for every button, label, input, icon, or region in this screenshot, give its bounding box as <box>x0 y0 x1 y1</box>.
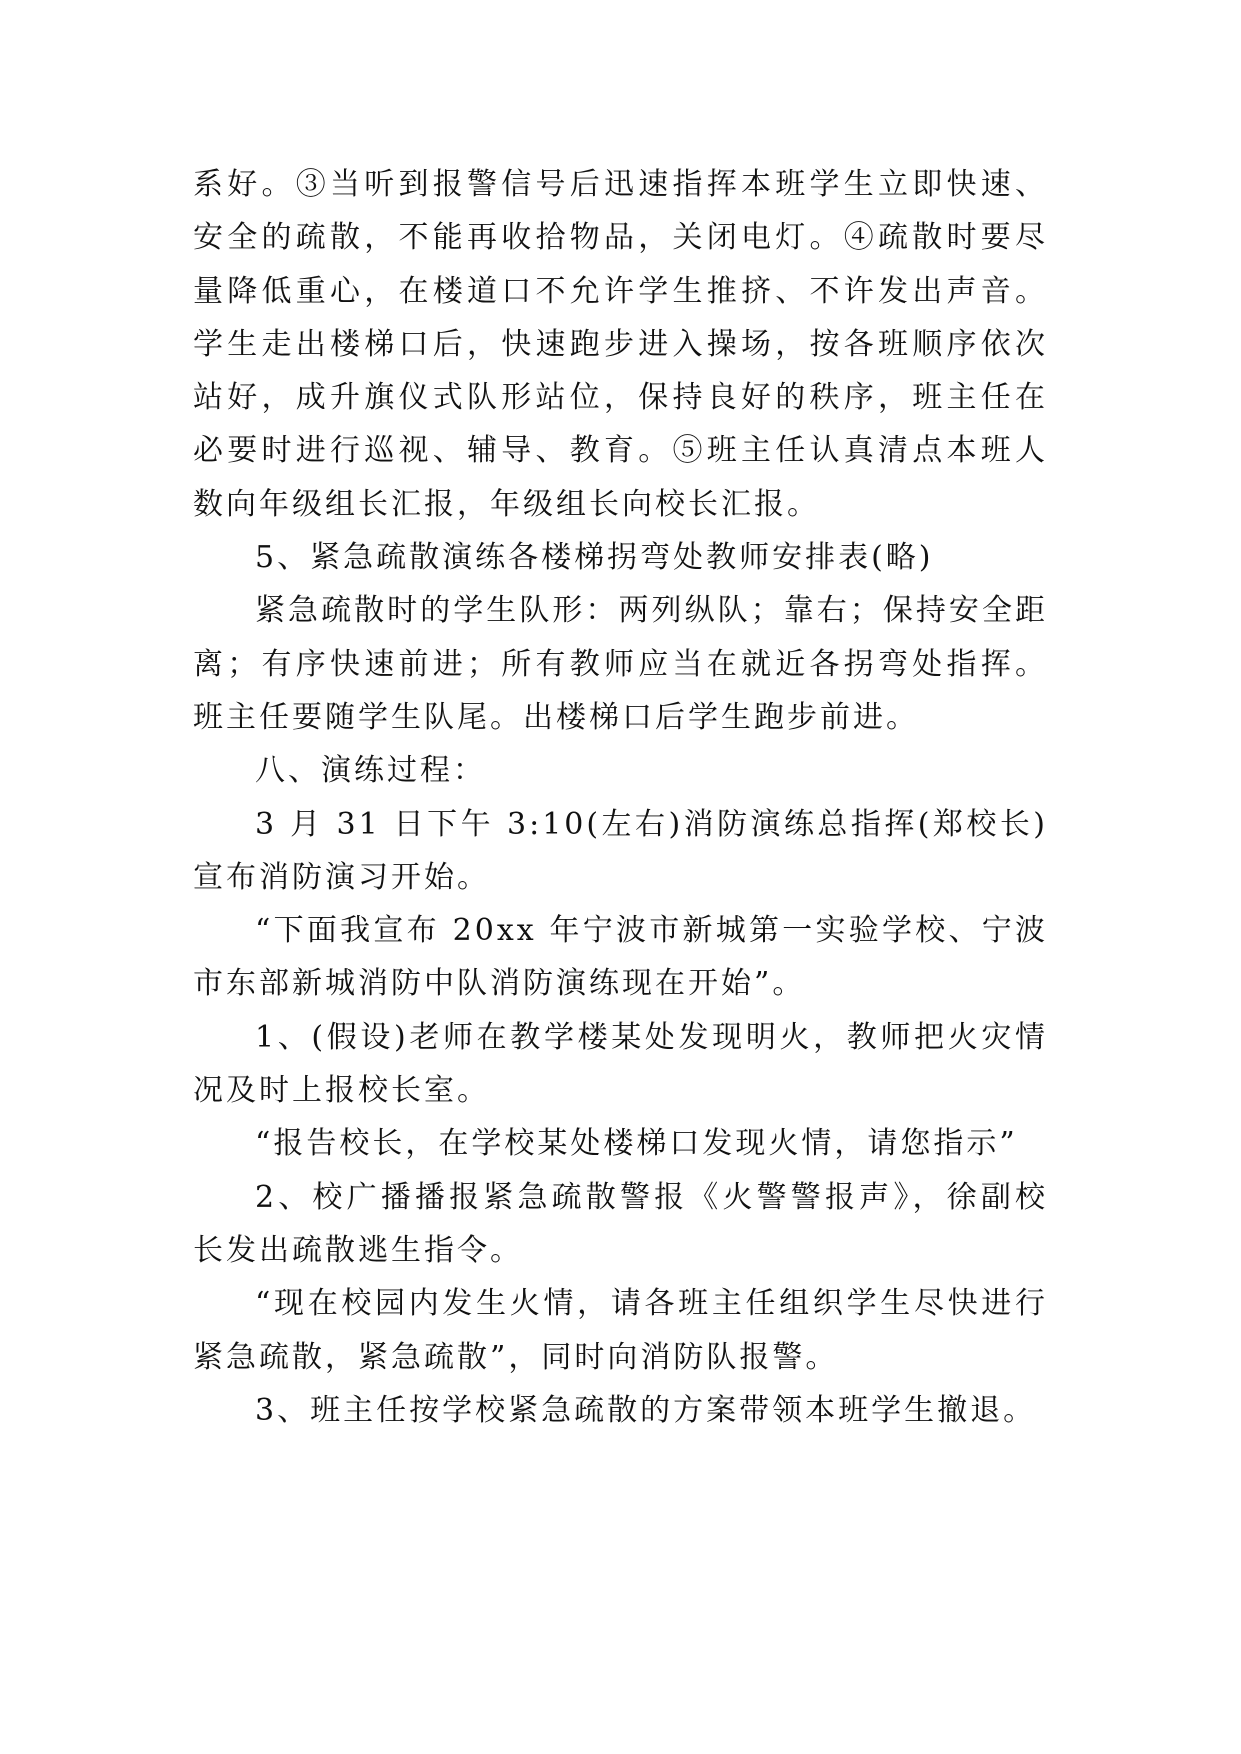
paragraph-drill-start: 3 月 31 日下午 3:10(左右)消防演练总指挥(郑校长)宣布消防演习开始。 <box>193 806 1048 895</box>
document-body <box>193 158 1048 1437</box>
paragraph-step-2: 2、校广播播报紧急疏散警报《火警警报声》，徐副校长发出疏散逃生指令。 <box>193 1179 1048 1268</box>
paragraph-teacher-arrangement: 5、紧急疏散演练各楼梯拐弯处教师安排表(略) <box>255 540 934 576</box>
paragraph-announcement-quote: “下面我宣布 20xx 年宁波市新城第一实验学校、宁波市东部新城消防中队消防演练现在开始”。 <box>193 913 1048 1002</box>
section-heading-drill-process: 八、演练过程： <box>255 753 486 789</box>
paragraph-evacuation-order-quote: “现在校园内发生火情，请各班主任组织学生尽快进行紧急疏散，紧急疏散”，同时向消防队报警。 <box>193 1286 1048 1375</box>
paragraph-step-3: 3、班主任按学校紧急疏散的方案带领本班学生撤退。 <box>255 1392 1037 1428</box>
paragraph-report-quote: “报告校长，在学校某处楼梯口发现火情，请您指示” <box>255 1126 1018 1162</box>
paragraph-evacuation-steps: 系好。③当听到报警信号后迅速指挥本班学生立即快速、安全的疏散，不能再收拾物品，关闭电灯。④疏散时要尽量降低重心，在楼道口不允许学生推挤、不许发出声音。学生走出楼梯口后，快速跑步进入操场，按各班顺序依次站好，成升旗仪式队形站位，保持良好的秩序，班主任在必要时进行巡视、辅导、教育。⑤班主任认真清点本班人数向年级组长汇报，年级组长向校长汇报。 <box>193 167 1048 522</box>
paragraph-step-1: 1、(假设)老师在教学楼某处发现明火，教师把火灾情况及时上报校长室。 <box>193 1019 1048 1109</box>
paragraph-student-formation: 紧急疏散时的学生队形：两列纵队；靠右；保持安全距离；有序快速前进；所有教师应当在就近各拐弯处指挥。班主任要随学生队尾。出楼梯口后学生跑步前进。 <box>193 593 1048 735</box>
